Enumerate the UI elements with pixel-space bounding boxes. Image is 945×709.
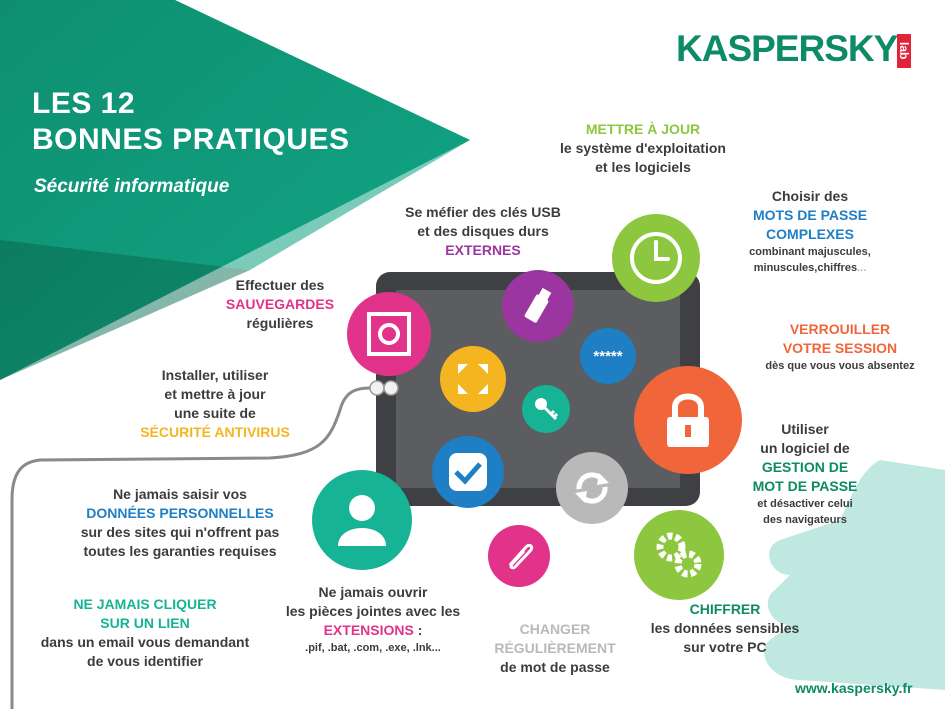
tip-manager-highlight-2: MOT DE PASSE xyxy=(752,478,858,494)
tip-manager-small-2: des navigateurs xyxy=(763,514,847,526)
checkmark-icon xyxy=(432,436,504,508)
tip-lock-highlight-1: VERROUILLER xyxy=(789,321,891,337)
tip-manager-small-1: et désactiver celui xyxy=(757,498,853,510)
tip-update-line-1: le système d'exploitation xyxy=(560,140,726,156)
tip-personal-line-1: Ne jamais saisir vos xyxy=(113,486,247,502)
kaspersky-logo: KASPERSKY xyxy=(676,28,898,69)
tip-passwords-line-1: Choisir des xyxy=(771,188,849,204)
tip-encrypt-highlight: CHIFFRER xyxy=(689,601,761,617)
tip-personal-highlight: DONNÉES PERSONNELLES xyxy=(86,505,274,521)
tip-update xyxy=(548,120,738,177)
title-line-2: BONNES PRATIQUES xyxy=(32,123,350,156)
expand-arrows-icon xyxy=(440,346,506,412)
tip-encrypt xyxy=(640,600,810,657)
tip-link-highlight-2: SUR UN LIEN xyxy=(100,615,190,631)
tip-update-line-2: et les logiciels xyxy=(595,159,691,175)
stars-text: ***** xyxy=(593,347,623,365)
usb-icon xyxy=(502,270,574,342)
tip-encrypt-line-1: les données sensibles xyxy=(650,620,800,636)
tip-backup-line-2: régulières xyxy=(246,315,314,331)
backup-disk-icon xyxy=(347,292,431,376)
tip-link xyxy=(30,595,260,671)
paperclip-icon xyxy=(488,525,550,587)
tip-personal-data xyxy=(65,485,295,561)
tip-antivirus-highlight: SÉCURITÉ ANTIVIRUS xyxy=(140,424,290,440)
tip-attachments xyxy=(268,583,478,656)
tip-manager-line-1: Utiliser xyxy=(781,421,829,437)
tip-backup-line-1: Effectuer des xyxy=(235,277,325,293)
tip-usb xyxy=(393,203,573,260)
tip-backup xyxy=(215,276,345,333)
tip-attach-colon: : xyxy=(413,622,423,638)
title-line-1: LES 12 xyxy=(32,87,136,120)
tip-password-manager xyxy=(740,420,870,528)
tip-manager-highlight-1: GESTION DE xyxy=(761,459,849,475)
tip-attach-small-1: .pif, .bat, .com, .exe, .lnk... xyxy=(305,642,441,654)
tip-backup-highlight: SAUVEGARDES xyxy=(225,296,335,312)
tip-passwords-highlight-2: COMPLEXES xyxy=(766,226,854,242)
padlock-icon xyxy=(634,366,742,474)
tip-antivirus-line-3: une suite de xyxy=(174,405,256,421)
user-icon xyxy=(312,470,412,570)
tip-personal-line-3: toutes les garanties requises xyxy=(83,543,277,559)
tip-attach-highlight: EXTENSIONS xyxy=(323,622,414,638)
gears-icon xyxy=(634,510,724,600)
tip-attach-line-2: les pièces jointes avec les xyxy=(285,603,461,619)
tip-change-password xyxy=(480,620,630,677)
tip-personal-line-2: sur des sites qui n'offrent pas xyxy=(80,524,280,540)
tip-passwords xyxy=(725,187,895,276)
refresh-icon xyxy=(556,452,628,524)
tip-passwords-highlight-1: MOTS DE PASSE xyxy=(752,207,868,223)
tip-lock-highlight-2: VOTRE SESSION xyxy=(782,340,898,356)
tip-passwords-ellipsis: ... xyxy=(857,262,867,274)
logo-lab-badge: lab xyxy=(897,34,911,68)
tip-attach-line-1: Ne jamais ouvrir xyxy=(318,584,428,600)
tip-change-highlight-2: RÉGULIÈREMENT xyxy=(494,640,616,656)
tip-antivirus-line-1: Installer, utiliser xyxy=(161,367,269,383)
tip-usb-highlight: EXTERNES xyxy=(445,242,521,258)
tip-lock-session xyxy=(745,320,935,374)
page-subtitle: Sécurité informatique xyxy=(34,176,230,197)
tip-manager-line-2: un logiciel de xyxy=(760,440,850,456)
clock-icon xyxy=(612,214,700,302)
tip-antivirus-line-2: et mettre à jour xyxy=(164,386,266,402)
tip-usb-line-1: Se méfier des clés USB xyxy=(405,204,561,220)
key-icon xyxy=(522,385,570,433)
tip-antivirus xyxy=(125,366,305,442)
website-link[interactable]: www.kaspersky.fr xyxy=(795,680,913,696)
password-stars-icon xyxy=(580,328,636,384)
tip-change-line-1: de mot de passe xyxy=(500,659,610,675)
tip-update-highlight: METTRE À JOUR xyxy=(585,121,701,137)
tip-link-highlight-1: NE JAMAIS CLIQUER xyxy=(73,596,217,612)
tip-link-line-2: de vous identifier xyxy=(87,653,203,669)
tip-change-highlight-1: CHANGER xyxy=(519,621,591,637)
tip-passwords-small-1: combinant majuscules, xyxy=(749,246,871,258)
page-title xyxy=(32,86,349,158)
tip-passwords-small-2: minuscules,chiffres xyxy=(753,262,858,274)
tip-usb-line-2: et des disques durs xyxy=(417,223,549,239)
tip-lock-small-1: dès que vous vous absentez xyxy=(765,360,915,372)
tip-encrypt-line-2: sur votre PC xyxy=(683,639,767,655)
tip-link-line-1: dans un email vous demandant xyxy=(40,634,250,650)
